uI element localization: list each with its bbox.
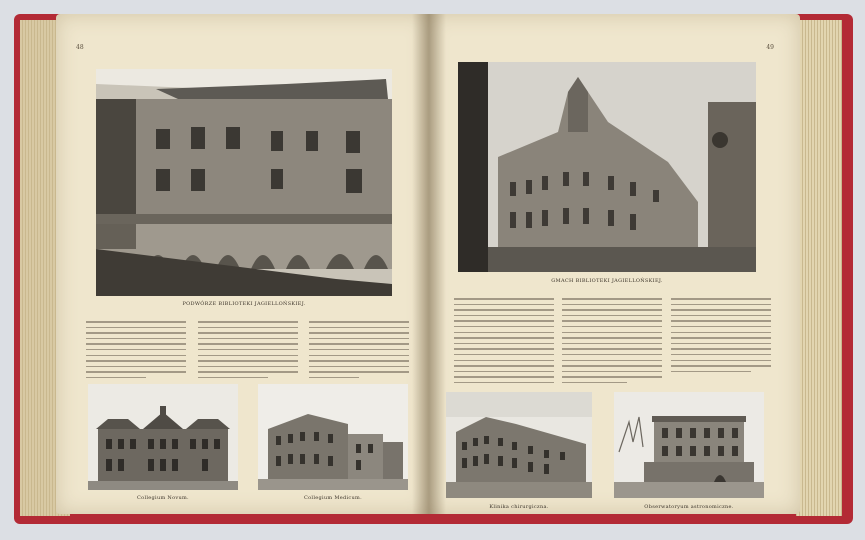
collegium-medicum-photo: [258, 384, 408, 490]
klinika-caption: Klinika chirurgiczna.: [489, 504, 549, 510]
collegium-novum-photo: [88, 384, 238, 490]
left-text-column-2: [198, 321, 298, 383]
obserwatorium-caption: Obserwatoryum astronomiczne.: [644, 504, 734, 510]
left-page-number: 48: [76, 44, 84, 51]
right-page-number: 49: [766, 44, 774, 51]
obserwatorium-photo: [614, 392, 764, 498]
book-gutter: [412, 14, 446, 514]
klinika-photo: [446, 392, 592, 498]
right-page: [428, 14, 800, 514]
left-page: [56, 14, 428, 514]
library-exterior-photo: [458, 62, 756, 272]
courtyard-caption: PODWÓRZE BIBLIOTEKI JAGIELLOŃSKIEJ.: [182, 301, 306, 307]
collegium-novum-caption: Collegium Novum.: [137, 495, 189, 501]
page-edges-right: [796, 20, 842, 516]
courtyard-photo: [96, 69, 392, 296]
right-text-column-2: [562, 298, 662, 388]
left-text-column-3: [309, 321, 409, 383]
library-exterior-caption: GMACH BIBLIOTEKI JAGIELLOŃSKIEJ.: [551, 278, 663, 284]
right-text-column-1: [454, 298, 554, 388]
left-text-column-1: [86, 321, 186, 383]
right-text-column-3: [671, 298, 771, 376]
collegium-medicum-caption: Collegium Medicum.: [304, 495, 362, 501]
